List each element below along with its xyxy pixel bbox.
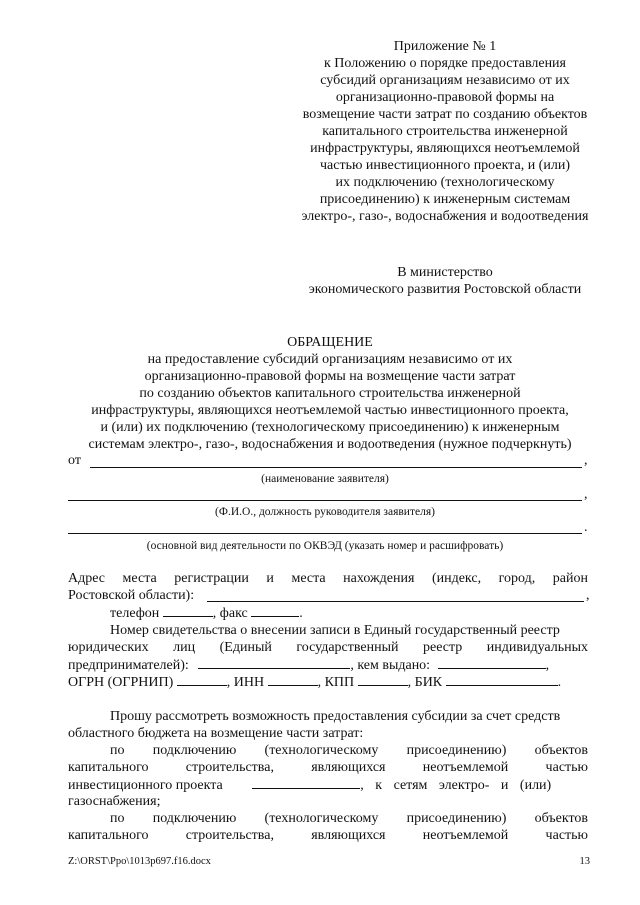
appeal-line: организационно-правовой формы на возмещение части затрат bbox=[144, 369, 516, 384]
fax-field[interactable] bbox=[251, 604, 299, 617]
comma: , bbox=[586, 588, 590, 603]
addressee-line: экономического развития Ростовской области bbox=[308, 282, 582, 297]
appendix-title: Приложение № 1 bbox=[393, 39, 497, 54]
request-line: Прошу рассмотреть возможность предоставления субсидии за счет средств bbox=[110, 709, 561, 724]
appeal-line: и (или) их подключению (технологическому присоединению) к инженерным bbox=[100, 420, 560, 435]
appendix-line: их подключению (технологическому bbox=[335, 175, 555, 190]
request-line: областного бюджета на возмещение части затрат: bbox=[68, 726, 364, 741]
appendix-line: электро-, газо-, водоснабжения и водоотведения bbox=[301, 209, 589, 224]
addressee-line: В министерство bbox=[397, 265, 493, 280]
appendix-line: субсидий организациям независимо от их bbox=[320, 73, 570, 88]
kpp-field[interactable] bbox=[358, 673, 408, 686]
appeal-line: на предоставление субсидий организациям независимо от их bbox=[147, 352, 513, 367]
appendix-line: инфраструктуры, являющихся неотъемлемой bbox=[310, 141, 580, 156]
registration-numbers-line: ОГРН (ОГРНИП) , ИНН , КПП , БИК . bbox=[68, 675, 562, 690]
hint-applicant-name: (наименование заявителя) bbox=[261, 473, 389, 485]
request-item-line: по подключению (технологическому присоединению) объектов bbox=[110, 743, 588, 758]
cert-number-field[interactable] bbox=[198, 656, 350, 669]
appeal-line: системам электро-, газо-, водоснабжения и водоотведения (нужное подчеркнуть) bbox=[88, 437, 572, 452]
footer-page-number: 13 bbox=[579, 856, 590, 867]
phone-label: телефон bbox=[110, 606, 160, 621]
phone-field[interactable] bbox=[163, 604, 213, 617]
address-line: Ростовской области): bbox=[68, 588, 195, 603]
bik-field[interactable] bbox=[446, 673, 558, 686]
hint-okved: (основной вид деятельности по ОКВЭД (указать номер и расшифровать) bbox=[146, 540, 504, 552]
investment-project-field[interactable] bbox=[252, 776, 360, 789]
cert-line: предпринимателей): , кем выдано: , bbox=[68, 658, 550, 673]
request-item-line: по подключению (технологическому присоединению) объектов bbox=[110, 811, 588, 826]
appeal-line: инфраструктуры, являющихся неотъемлемой частью инвестиционного проекта, bbox=[91, 403, 569, 418]
director-fio-field[interactable] bbox=[68, 500, 582, 501]
appendix-line: частью инвестиционного проекта, и (или) bbox=[320, 158, 570, 173]
request-item-line: капитального строительства, являющихся неотъемлемой частью bbox=[68, 828, 588, 843]
fax-label: , факс bbox=[212, 606, 248, 621]
ogrn-field[interactable] bbox=[177, 673, 227, 686]
appeal-title: ОБРАЩЕНИЕ bbox=[287, 335, 373, 350]
address-line: Адрес места регистрации и места нахождения (индекс, город, район bbox=[68, 571, 588, 586]
request-item-line: капитального строительства, являющихся неотъемлемой частью bbox=[68, 760, 588, 775]
request-item-line: инвестиционного проекта , к сетям электро- и (или) bbox=[68, 778, 552, 793]
inn-field[interactable] bbox=[268, 673, 318, 686]
request-item-line: газоснабжения; bbox=[68, 794, 161, 809]
appendix-line: капитального строительства инженерной bbox=[322, 124, 568, 139]
appendix-line: присоединению) к инженерным системам bbox=[319, 192, 571, 207]
period: . bbox=[584, 520, 588, 535]
cert-line: Номер свидетельства о внесении записи в Единый государственный реестр bbox=[110, 623, 560, 638]
kpp-label: , КПП bbox=[317, 675, 355, 690]
ogrn-label: ОГРН (ОГРНИП) bbox=[68, 675, 174, 690]
cert-line: юридических лиц (Единый государственный реестр индивидуальных bbox=[68, 640, 588, 655]
phone-fax-line: телефон , факс . bbox=[110, 606, 303, 621]
cert-issuer-field[interactable] bbox=[438, 656, 546, 669]
comma: , bbox=[584, 487, 588, 502]
bik-label: , БИК bbox=[407, 675, 443, 690]
comma: , bbox=[584, 453, 588, 468]
appeal-line: по созданию объектов капитального строительства инженерной bbox=[139, 386, 521, 401]
from-label: от bbox=[68, 453, 81, 468]
hint-director-fio: (Ф.И.О., должность руководителя заявителя) bbox=[215, 506, 435, 518]
address-field[interactable] bbox=[207, 601, 584, 602]
applicant-name-field[interactable] bbox=[90, 467, 582, 468]
okved-field[interactable] bbox=[68, 533, 582, 534]
inn-label: , ИНН bbox=[226, 675, 265, 690]
appendix-line: к Положению о порядке предоставления bbox=[324, 56, 566, 71]
appendix-line: возмещение части затрат по созданию объектов bbox=[302, 107, 588, 122]
footer-file-path: Z:\ORST\Ppo\1013p697.f16.docx bbox=[68, 856, 211, 867]
appendix-line: организационно-правовой формы на bbox=[335, 90, 555, 105]
